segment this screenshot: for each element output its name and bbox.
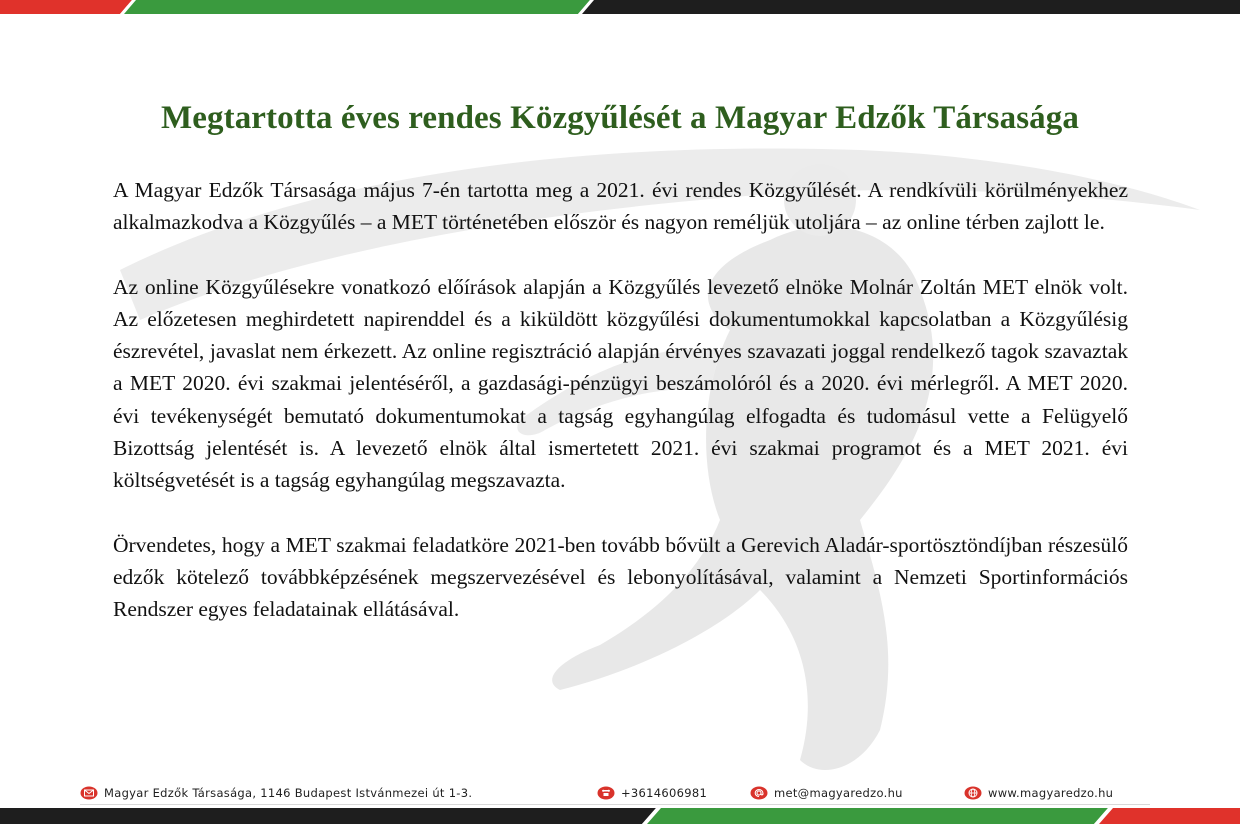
footer-website-text[interactable]: www.magyaredzo.hu <box>988 786 1114 800</box>
globe-icon <box>964 786 982 800</box>
bottom-color-bar <box>0 808 1240 824</box>
envelope-icon <box>80 786 98 800</box>
footer-divider <box>80 804 1150 805</box>
footer-phone <box>597 786 707 800</box>
footer-email-text[interactable]: met@magyaredzo.hu <box>774 786 903 800</box>
page-title: Megtartotta éves rendes Közgyűlését a Magyar Edzők Társasága <box>161 100 1079 136</box>
footer-email <box>750 786 903 800</box>
paragraph-1: A Magyar Edzők Társasága május 7-én tartotta meg a 2021. évi rendes Közgyűlését. A rendkívüli körülményekhez alkalmazkodva a Közgyűlés – a MET történetében először és nagyon reméljük utoljára – az online térben zajlott le. <box>113 178 1128 235</box>
article-body <box>113 174 1128 658</box>
paragraph-2: Az online Közgyűlésekre vonatkozó előírások alapján a Közgyűlés levezető elnöke Molnár Zoltán MET elnök volt. Az előzetesen meghirdetett napirenddel és a kiküldött közgyűlési dokumentumokkal kapcsolatban a Közgyűlésig észrevétel, javaslat nem érkezett. Az online regisztráció alapján érvényes szavazati joggal rendelkező tagok szavaztak a MET 2020. évi szakmai jelentéséről, a gazdasági-pénzügyi beszámolóról és a 2020. évi mérlegről. A MET 2020. évi tevékenységét bemutató dokumentumokat a tagság egyhangúlag elfogadta és tudomásul vette a Felügyelő Bizottság jelentését is. A levezető elnök által ismertetett 2021. évi szakmai programot és a MET 2021. évi költségvetését is a tagság egyhangúlag megszavazta. <box>113 274 1128 493</box>
footer-phone-text[interactable]: +3614606981 <box>621 786 708 800</box>
footer-address-text: Magyar Edzők Társasága, 1146 Budapest Istvánmezei út 1-3. <box>104 786 473 800</box>
phone-icon <box>597 786 615 800</box>
at-icon <box>750 786 768 800</box>
footer-contact-bar <box>0 783 1240 805</box>
footer-website <box>964 786 1113 800</box>
top-color-bar <box>0 0 1240 14</box>
footer-address <box>80 786 472 800</box>
paragraph-3: Örvendetes, hogy a MET szakmai feladatköre 2021-ben tovább bővült a Gerevich Aladár-sportösztöndíjban részesülő edzők kötelező továbbképzésének megszervezésével és lebonyolításával, valamint a Nemzeti Sportinformációs Rendszer egyes feladatainak ellátásával. <box>113 532 1128 622</box>
